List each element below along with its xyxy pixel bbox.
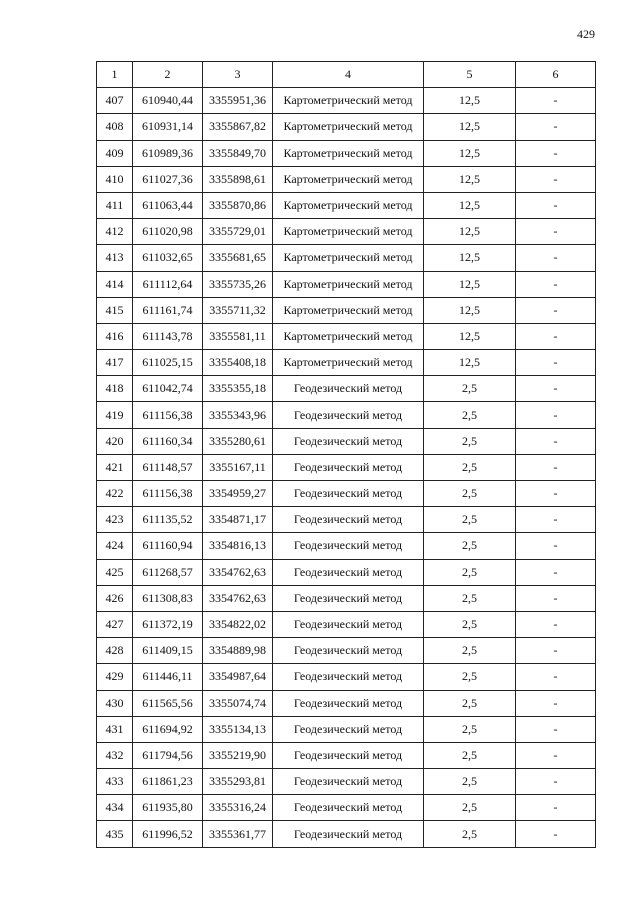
point-number-cell: 416 <box>97 323 133 349</box>
method-cell: Геодезический метод <box>273 481 424 507</box>
y-coordinate-cell: 3354871,17 <box>203 507 273 533</box>
accuracy-cell: 2,5 <box>424 402 516 428</box>
note-cell: - <box>516 428 596 454</box>
x-coordinate-cell: 611861,23 <box>133 769 203 795</box>
point-number-cell: 418 <box>97 376 133 402</box>
table-row <box>97 192 596 218</box>
note-cell: - <box>516 402 596 428</box>
table-row <box>97 219 596 245</box>
x-coordinate-cell: 611935,80 <box>133 795 203 821</box>
accuracy-cell: 2,5 <box>424 795 516 821</box>
x-coordinate-cell: 611112,64 <box>133 271 203 297</box>
method-cell: Геодезический метод <box>273 454 424 480</box>
header-cell: 3 <box>203 62 273 88</box>
x-coordinate-cell: 610989,36 <box>133 140 203 166</box>
note-cell: - <box>516 219 596 245</box>
x-coordinate-cell: 611372,19 <box>133 611 203 637</box>
note-cell: - <box>516 638 596 664</box>
method-cell: Геодезический метод <box>273 638 424 664</box>
accuracy-cell: 2,5 <box>424 716 516 742</box>
method-cell: Геодезический метод <box>273 690 424 716</box>
y-coordinate-cell: 3354762,63 <box>203 559 273 585</box>
x-coordinate-cell: 611032,65 <box>133 245 203 271</box>
table-row <box>97 611 596 637</box>
method-cell: Картометрический метод <box>273 88 424 114</box>
table-row <box>97 585 596 611</box>
y-coordinate-cell: 3354889,98 <box>203 638 273 664</box>
x-coordinate-cell: 611160,34 <box>133 428 203 454</box>
note-cell: - <box>516 481 596 507</box>
note-cell: - <box>516 507 596 533</box>
point-number-cell: 411 <box>97 192 133 218</box>
point-number-cell: 426 <box>97 585 133 611</box>
y-coordinate-cell: 3355729,01 <box>203 219 273 245</box>
table-row <box>97 114 596 140</box>
accuracy-cell: 2,5 <box>424 428 516 454</box>
table-header-row <box>97 62 596 88</box>
coordinates-table <box>96 61 596 848</box>
point-number-cell: 408 <box>97 114 133 140</box>
y-coordinate-cell: 3355219,90 <box>203 742 273 768</box>
accuracy-cell: 2,5 <box>424 454 516 480</box>
point-number-cell: 421 <box>97 454 133 480</box>
note-cell: - <box>516 376 596 402</box>
table-row <box>97 481 596 507</box>
y-coordinate-cell: 3355711,32 <box>203 297 273 323</box>
method-cell: Картометрический метод <box>273 271 424 297</box>
table-row <box>97 664 596 690</box>
note-cell: - <box>516 690 596 716</box>
table-row <box>97 795 596 821</box>
y-coordinate-cell: 3355408,18 <box>203 350 273 376</box>
note-cell: - <box>516 769 596 795</box>
table-row <box>97 350 596 376</box>
note-cell: - <box>516 166 596 192</box>
x-coordinate-cell: 611160,94 <box>133 533 203 559</box>
method-cell: Картометрический метод <box>273 192 424 218</box>
accuracy-cell: 2,5 <box>424 611 516 637</box>
page-number: 429 <box>577 27 595 41</box>
point-number-cell: 422 <box>97 481 133 507</box>
y-coordinate-cell: 3355867,82 <box>203 114 273 140</box>
point-number-cell: 409 <box>97 140 133 166</box>
x-coordinate-cell: 611020,98 <box>133 219 203 245</box>
y-coordinate-cell: 3354822,02 <box>203 611 273 637</box>
table-row <box>97 166 596 192</box>
method-cell: Картометрический метод <box>273 245 424 271</box>
x-coordinate-cell: 611156,38 <box>133 402 203 428</box>
y-coordinate-cell: 3355343,96 <box>203 402 273 428</box>
accuracy-cell: 2,5 <box>424 559 516 585</box>
table-row <box>97 402 596 428</box>
method-cell: Геодезический метод <box>273 742 424 768</box>
table-body <box>97 88 596 847</box>
x-coordinate-cell: 611156,38 <box>133 481 203 507</box>
y-coordinate-cell: 3355361,77 <box>203 821 273 847</box>
method-cell: Геодезический метод <box>273 559 424 585</box>
accuracy-cell: 12,5 <box>424 88 516 114</box>
table-row <box>97 742 596 768</box>
y-coordinate-cell: 3354987,64 <box>203 664 273 690</box>
x-coordinate-cell: 611268,57 <box>133 559 203 585</box>
x-coordinate-cell: 611027,36 <box>133 166 203 192</box>
point-number-cell: 425 <box>97 559 133 585</box>
accuracy-cell: 12,5 <box>424 114 516 140</box>
method-cell: Картометрический метод <box>273 323 424 349</box>
method-cell: Картометрический метод <box>273 219 424 245</box>
x-coordinate-cell: 611409,15 <box>133 638 203 664</box>
table-row <box>97 245 596 271</box>
method-cell: Геодезический метод <box>273 507 424 533</box>
header-cell: 2 <box>133 62 203 88</box>
y-coordinate-cell: 3355898,61 <box>203 166 273 192</box>
method-cell: Геодезический метод <box>273 402 424 428</box>
accuracy-cell: 2,5 <box>424 742 516 768</box>
point-number-cell: 415 <box>97 297 133 323</box>
accuracy-cell: 12,5 <box>424 271 516 297</box>
note-cell: - <box>516 716 596 742</box>
method-cell: Геодезический метод <box>273 611 424 637</box>
point-number-cell: 435 <box>97 821 133 847</box>
accuracy-cell: 12,5 <box>424 245 516 271</box>
accuracy-cell: 2,5 <box>424 769 516 795</box>
note-cell: - <box>516 350 596 376</box>
note-cell: - <box>516 585 596 611</box>
point-number-cell: 431 <box>97 716 133 742</box>
note-cell: - <box>516 114 596 140</box>
accuracy-cell: 2,5 <box>424 376 516 402</box>
method-cell: Геодезический метод <box>273 585 424 611</box>
point-number-cell: 412 <box>97 219 133 245</box>
table-row <box>97 88 596 114</box>
note-cell: - <box>516 140 596 166</box>
x-coordinate-cell: 611025,15 <box>133 350 203 376</box>
point-number-cell: 434 <box>97 795 133 821</box>
note-cell: - <box>516 821 596 847</box>
x-coordinate-cell: 610931,14 <box>133 114 203 140</box>
method-cell: Картометрический метод <box>273 166 424 192</box>
table-row <box>97 821 596 847</box>
accuracy-cell: 12,5 <box>424 219 516 245</box>
method-cell: Геодезический метод <box>273 533 424 559</box>
note-cell: - <box>516 245 596 271</box>
method-cell: Геодезический метод <box>273 795 424 821</box>
x-coordinate-cell: 611996,52 <box>133 821 203 847</box>
note-cell: - <box>516 611 596 637</box>
method-cell: Геодезический метод <box>273 821 424 847</box>
note-cell: - <box>516 192 596 218</box>
y-coordinate-cell: 3355293,81 <box>203 769 273 795</box>
point-number-cell: 429 <box>97 664 133 690</box>
x-coordinate-cell: 610940,44 <box>133 88 203 114</box>
table-row <box>97 533 596 559</box>
header-cell: 6 <box>516 62 596 88</box>
point-number-cell: 419 <box>97 402 133 428</box>
y-coordinate-cell: 3355951,36 <box>203 88 273 114</box>
table-row <box>97 716 596 742</box>
y-coordinate-cell: 3355681,65 <box>203 245 273 271</box>
table-row <box>97 140 596 166</box>
note-cell: - <box>516 454 596 480</box>
x-coordinate-cell: 611063,44 <box>133 192 203 218</box>
method-cell: Геодезический метод <box>273 664 424 690</box>
y-coordinate-cell: 3355316,24 <box>203 795 273 821</box>
x-coordinate-cell: 611794,56 <box>133 742 203 768</box>
method-cell: Геодезический метод <box>273 428 424 454</box>
x-coordinate-cell: 611161,74 <box>133 297 203 323</box>
method-cell: Картометрический метод <box>273 114 424 140</box>
note-cell: - <box>516 323 596 349</box>
point-number-cell: 427 <box>97 611 133 637</box>
table-row <box>97 454 596 480</box>
accuracy-cell: 12,5 <box>424 140 516 166</box>
method-cell: Картометрический метод <box>273 140 424 166</box>
note-cell: - <box>516 742 596 768</box>
note-cell: - <box>516 559 596 585</box>
accuracy-cell: 2,5 <box>424 507 516 533</box>
accuracy-cell: 2,5 <box>424 690 516 716</box>
y-coordinate-cell: 3355074,74 <box>203 690 273 716</box>
x-coordinate-cell: 611565,56 <box>133 690 203 716</box>
header-cell: 5 <box>424 62 516 88</box>
y-coordinate-cell: 3355870,86 <box>203 192 273 218</box>
point-number-cell: 423 <box>97 507 133 533</box>
note-cell: - <box>516 88 596 114</box>
point-number-cell: 417 <box>97 350 133 376</box>
table-row <box>97 323 596 349</box>
y-coordinate-cell: 3355849,70 <box>203 140 273 166</box>
point-number-cell: 424 <box>97 533 133 559</box>
point-number-cell: 430 <box>97 690 133 716</box>
accuracy-cell: 2,5 <box>424 533 516 559</box>
note-cell: - <box>516 297 596 323</box>
method-cell: Картометрический метод <box>273 297 424 323</box>
accuracy-cell: 12,5 <box>424 192 516 218</box>
y-coordinate-cell: 3355581,11 <box>203 323 273 349</box>
point-number-cell: 428 <box>97 638 133 664</box>
header-cell: 4 <box>273 62 424 88</box>
point-number-cell: 413 <box>97 245 133 271</box>
x-coordinate-cell: 611308,83 <box>133 585 203 611</box>
accuracy-cell: 2,5 <box>424 585 516 611</box>
method-cell: Геодезический метод <box>273 376 424 402</box>
note-cell: - <box>516 271 596 297</box>
header-cell: 1 <box>97 62 133 88</box>
note-cell: - <box>516 664 596 690</box>
table-row <box>97 376 596 402</box>
accuracy-cell: 2,5 <box>424 481 516 507</box>
point-number-cell: 432 <box>97 742 133 768</box>
y-coordinate-cell: 3355355,18 <box>203 376 273 402</box>
y-coordinate-cell: 3355735,26 <box>203 271 273 297</box>
x-coordinate-cell: 611446,11 <box>133 664 203 690</box>
table-row <box>97 507 596 533</box>
accuracy-cell: 2,5 <box>424 664 516 690</box>
x-coordinate-cell: 611135,52 <box>133 507 203 533</box>
x-coordinate-cell: 611694,92 <box>133 716 203 742</box>
y-coordinate-cell: 3355134,13 <box>203 716 273 742</box>
y-coordinate-cell: 3354762,63 <box>203 585 273 611</box>
accuracy-cell: 2,5 <box>424 821 516 847</box>
point-number-cell: 407 <box>97 88 133 114</box>
table-row <box>97 769 596 795</box>
note-cell: - <box>516 533 596 559</box>
table-row <box>97 638 596 664</box>
table-row <box>97 559 596 585</box>
table-row <box>97 297 596 323</box>
method-cell: Картометрический метод <box>273 350 424 376</box>
point-number-cell: 410 <box>97 166 133 192</box>
accuracy-cell: 12,5 <box>424 166 516 192</box>
point-number-cell: 433 <box>97 769 133 795</box>
table-row <box>97 428 596 454</box>
point-number-cell: 414 <box>97 271 133 297</box>
table-row <box>97 271 596 297</box>
y-coordinate-cell: 3355167,11 <box>203 454 273 480</box>
table-row <box>97 690 596 716</box>
method-cell: Геодезический метод <box>273 769 424 795</box>
note-cell: - <box>516 795 596 821</box>
y-coordinate-cell: 3355280,61 <box>203 428 273 454</box>
x-coordinate-cell: 611148,57 <box>133 454 203 480</box>
y-coordinate-cell: 3354816,13 <box>203 533 273 559</box>
x-coordinate-cell: 611143,78 <box>133 323 203 349</box>
accuracy-cell: 12,5 <box>424 350 516 376</box>
accuracy-cell: 12,5 <box>424 297 516 323</box>
y-coordinate-cell: 3354959,27 <box>203 481 273 507</box>
accuracy-cell: 2,5 <box>424 638 516 664</box>
method-cell: Геодезический метод <box>273 716 424 742</box>
x-coordinate-cell: 611042,74 <box>133 376 203 402</box>
point-number-cell: 420 <box>97 428 133 454</box>
accuracy-cell: 12,5 <box>424 323 516 349</box>
